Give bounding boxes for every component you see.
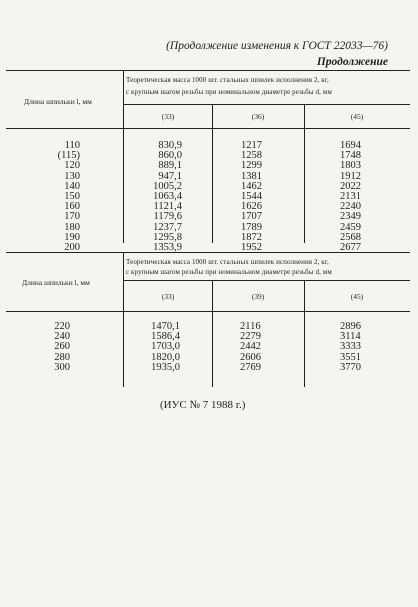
table1-diameter-45: (45)	[350, 112, 364, 121]
table-cell: 110	[64, 140, 80, 151]
table-cell: 170	[64, 211, 80, 223]
table-cell: 1872	[241, 231, 262, 243]
table1-mass-title-2: с крупным шагом резьбы при номинальном диаметре резьбы d, мм	[126, 88, 332, 96]
table2-diameter-33: (33)	[161, 292, 175, 301]
table-cell: 120	[64, 160, 80, 172]
table-cell: 1748	[340, 150, 361, 162]
table-cell: 889,1	[158, 160, 182, 172]
table-cell: 1586,4	[151, 331, 180, 343]
table-cell: 2022	[340, 180, 361, 192]
table-cell: 2896	[340, 321, 361, 332]
table2-body-rule	[6, 311, 410, 312]
table1-mass-title-1: Теоретическая масса 1000 шт. стальных шпилек исполнения 2, кг,	[126, 76, 329, 84]
table-cell: 300	[54, 361, 70, 373]
continuation-of-change-title: (Продолжение изменения к ГОСТ 22033—76)	[166, 40, 388, 52]
table2-mass-title-1: Теоретическая масса 1000 шт. стальных шпилек исполнения 2, кг,	[126, 258, 329, 266]
table-cell: 1912	[340, 170, 361, 182]
table-cell: 190	[64, 231, 80, 243]
table-cell: 1935,0	[151, 361, 180, 373]
table-cell: 1626	[241, 201, 262, 213]
table-cell: 1217	[241, 140, 262, 151]
table-cell: 160	[64, 201, 80, 213]
table-cell: (115)	[57, 150, 80, 162]
table-cell: 200	[64, 241, 80, 253]
table-cell: 830,9	[158, 140, 182, 151]
table2-diameter-39: (39)	[251, 292, 265, 301]
table-cell: 3770	[340, 361, 361, 373]
table2-col2	[240, 322, 280, 373]
table-cell: 140	[64, 180, 80, 192]
table-cell: 1694	[340, 140, 361, 151]
table-cell: 2279	[240, 331, 261, 343]
table-cell: 1299	[241, 160, 262, 172]
table-cell: 2349	[340, 211, 361, 223]
table-cell: 947,1	[158, 170, 182, 182]
table-cell: 1005,2	[153, 180, 182, 192]
table-cell: 2677	[340, 241, 361, 253]
table-cell: 1707	[241, 211, 262, 223]
table-cell: 2459	[340, 221, 361, 233]
table-cell: 2442	[240, 341, 261, 353]
table-cell: 2240	[340, 201, 361, 213]
table-cell: 3333	[340, 341, 361, 353]
table-cell: 3551	[340, 351, 361, 363]
table1-col-divider-1	[212, 104, 213, 243]
table2-col-divider-1	[212, 280, 213, 387]
table-cell: 1789	[241, 221, 262, 233]
table1-stub-divider	[123, 70, 124, 243]
table1-col3	[340, 141, 380, 253]
table2-length-label: Длина шпильки l, мм	[22, 278, 90, 287]
table-cell: 220	[54, 321, 70, 332]
table-cell: 1462	[241, 180, 262, 192]
table2-stub-divider	[123, 252, 124, 387]
table-cell: 1179,6	[153, 211, 182, 223]
table1-col-divider-2	[304, 104, 305, 243]
table-cell: 260	[54, 341, 70, 353]
table1-length-column	[40, 141, 80, 253]
table1-body-rule	[6, 128, 410, 129]
table-cell: 1063,4	[153, 190, 182, 202]
table-cell: 2769	[240, 361, 261, 373]
table2-col-divider-2	[304, 280, 305, 387]
table1-header-rule	[123, 104, 410, 105]
table-cell: 1703,0	[151, 341, 180, 353]
table1-col2	[241, 141, 281, 253]
table2-top-rule	[6, 252, 410, 253]
table2-diameter-45: (45)	[350, 292, 364, 301]
table-cell: 1470,1	[151, 321, 180, 332]
table-cell: 280	[54, 351, 70, 363]
footnote-ius: (ИУС № 7 1988 г.)	[160, 399, 246, 411]
table2-col1	[130, 322, 180, 373]
table-cell: 3114	[340, 331, 361, 343]
table-cell: 1820,0	[151, 351, 180, 363]
table-cell: 860,0	[158, 150, 182, 162]
table-cell: 2606	[240, 351, 261, 363]
table-cell: 1952	[241, 241, 262, 253]
table1-col1	[130, 141, 182, 253]
table2-col3	[340, 322, 380, 373]
table-cell: 1258	[241, 150, 262, 162]
table-cell: 1353,9	[153, 241, 182, 253]
table-cell: 150	[64, 190, 80, 202]
table-cell: 1803	[340, 160, 361, 172]
table2-mass-title-2: с крупным шагом резьбы при номинальном диаметре резьбы d, мм	[126, 268, 332, 276]
table1-diameter-33: (33)	[161, 112, 175, 121]
table-cell: 180	[64, 221, 80, 233]
table-cell: 1237,7	[153, 221, 182, 233]
table2-length-column	[40, 322, 70, 373]
table1-length-label: Длина шпильки l, мм	[24, 97, 92, 106]
table2-header-rule	[123, 280, 410, 281]
continuation-label: Продолжение	[316, 56, 388, 68]
table-cell: 2116	[240, 321, 261, 332]
table-cell: 2568	[340, 231, 361, 243]
table-cell: 130	[64, 170, 80, 182]
table1-top-rule	[6, 70, 410, 71]
table-cell: 1544	[241, 190, 262, 202]
table-cell: 1381	[241, 170, 262, 182]
table-cell: 240	[54, 331, 70, 343]
table-cell: 1295,8	[153, 231, 182, 243]
table-cell: 2131	[340, 190, 361, 202]
table1-diameter-36: (36)	[251, 112, 265, 121]
table-cell: 1121,4	[153, 201, 182, 213]
